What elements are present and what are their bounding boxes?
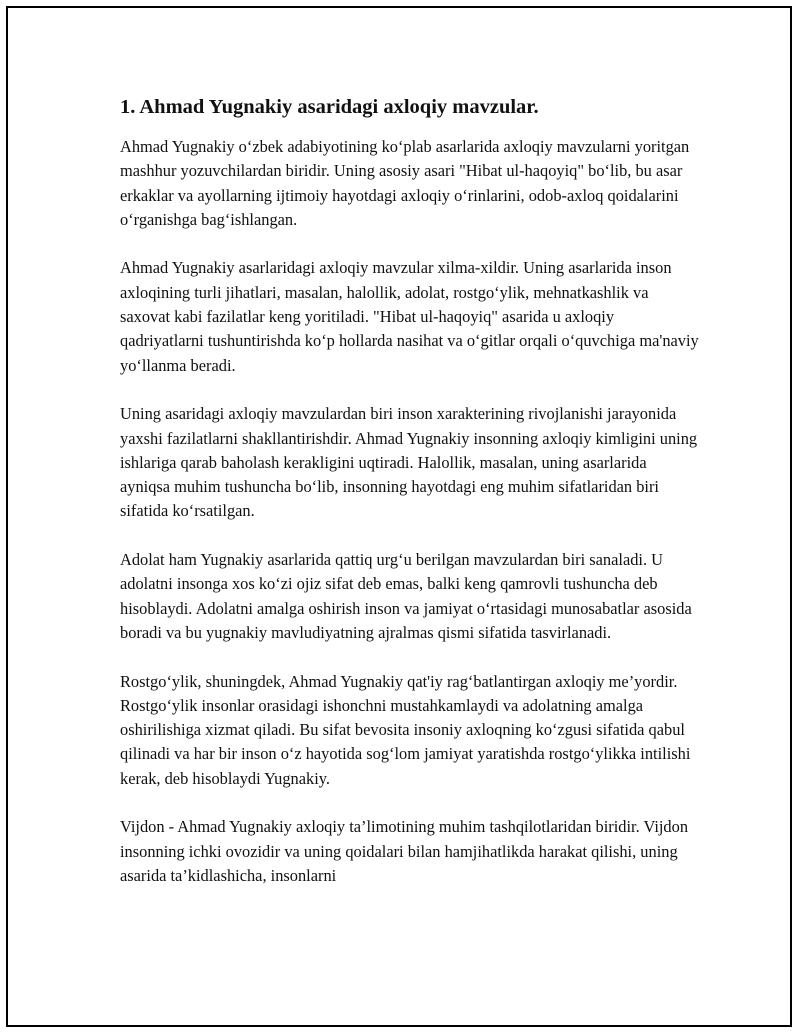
paragraph-4: Adolat ham Yugnakiy asarlarida qattiq urg‘u berilgan mavzulardan biri sanaladi. U adolatni insonga xos ko‘zi ojiz sifat deb emas, balki keng qamrovli tushuncha deb hisoblaydi. Adolatni amalga oshirish inson va jamiyat o‘rtasidagi munosabatlar asosida boradi va bu yugnakiy mavludiyatning ajralmas qismi sifatida tasvirlanadi. [120, 550, 692, 642]
paragraph-2: Ahmad Yugnakiy asarlaridagi axloqiy mavzular xilma-xildir. Uning asarlarida inson axloqining turli jihatlari, masalan, halollik, adolat, rostgo‘ylik, mehnatkashlik va saxovat kabi fazilatlar keng yoritiladi. "Hibat ul-haqoyiq" asarida u axloqiy qadriyatlarni tushuntirishda ko‘p hollarda nasihat va o‘gitlar orqali o‘quvchiga ma'naviy yo‘llanma beradi. [120, 258, 699, 375]
document-body [120, 92, 700, 913]
document-title: 1. Ahmad Yugnakiy asaridagi axloqiy mavzular. [120, 96, 539, 118]
paragraph-1: Ahmad Yugnakiy o‘zbek adabiyotining ko‘plab asarlarida axloqiy mavzularni yoritgan mashhur yozuvchilardan biridir. Uning asosiy asari "Hibat ul-haqoyiq" bo‘lib, bu asar erkaklar va ayollarning ijtimoiy hayotdagi axloqiy o‘rinlarini, odob-axloq qoidalarini o‘rganishga bag‘ishlangan. [120, 137, 690, 229]
paragraph-5: Rostgo‘ylik, shuningdek, Ahmad Yugnakiy qat'iy rag‘batlantirgan axloqiy me’yordir. Rostgo‘ylik insonlar orasidagi ishonchni mustahkamlaydi va adolatning amalga oshirilishiga xizmat qiladi. Bu sifat bevosita insoniy axloqning ko‘zgusi sifatida qabul qilinadi va har bir inson o‘z hayotida sog‘lom jamiyat yaratishda rostgo‘ylikka intilishi kerak, deb hisoblaydi Yugnakiy. [120, 671, 691, 788]
paragraph-6: Vijdon - Ahmad Yugnakiy axloqiy ta’limotining muhim tashqilotlaridan biridir. Vijdon insonning ichki ovozidir va uning qoidalari bilan hamjihatlikda harakat qilishi, uning asarida ta’kidlashicha, insonlarni [120, 817, 689, 885]
paragraph-3: Uning asaridagi axloqiy mavzulardan biri inson xarakterining rivojlanishi jarayonida yaxshi fazilatlarni shakllantirishdir. Ahmad Yugnakiy insonning axloqiy kimligini uning ishlariga qarab baholash kerakligini uqtiradi. Halollik, masalan, uning asarlarida ayniqsa muhim tushuncha bo‘lib, insonning hayotdagi eng muhim sifatlaridan biri sifatida ko‘rsatilgan. [120, 404, 698, 521]
page-frame [6, 6, 792, 1027]
